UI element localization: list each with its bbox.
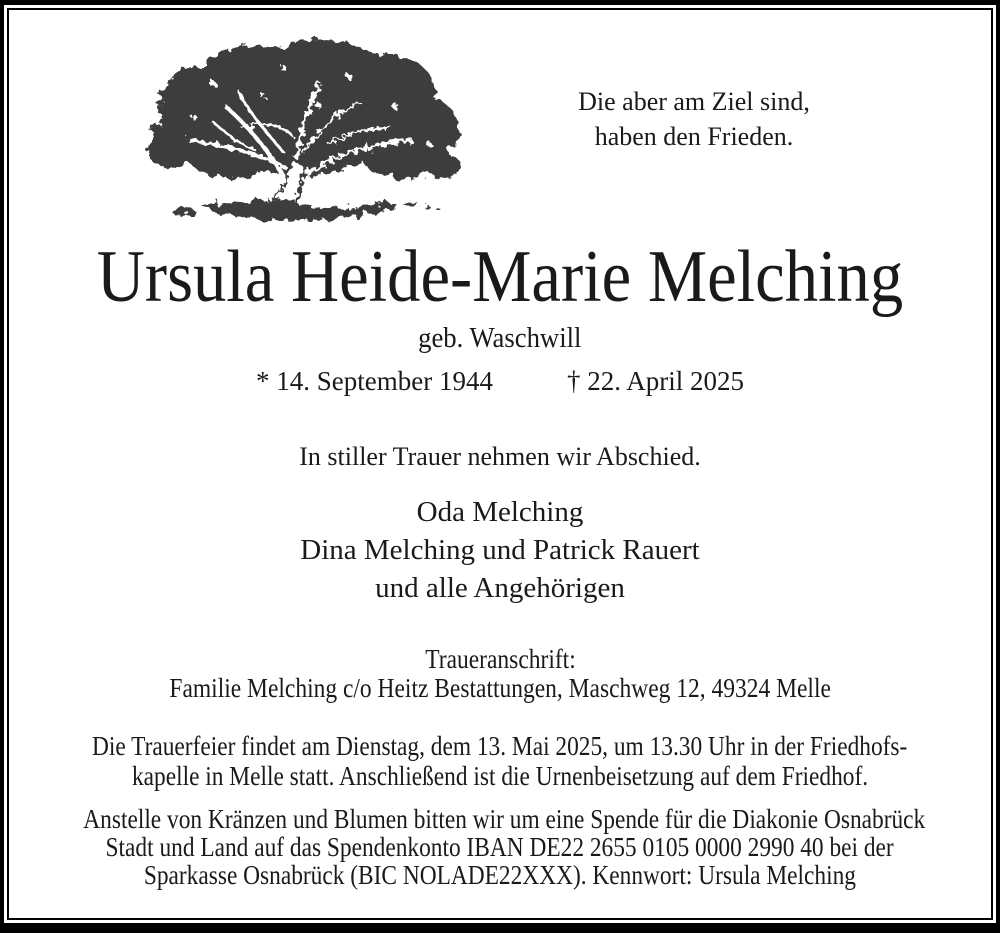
service-info bbox=[9, 731, 991, 790]
death-date: † 22. April 2025 bbox=[566, 366, 744, 396]
birth-name bbox=[9, 323, 991, 353]
donation-info bbox=[9, 805, 991, 889]
birth-date: * 14. September 1944 bbox=[256, 366, 493, 396]
donation-line1: Anstelle von Kränzen und Blumen bitten wir um eine Spende für die Diakonie Osnabrück bbox=[83, 803, 926, 834]
tree-illustration-icon bbox=[143, 32, 463, 227]
mourning-address bbox=[9, 645, 991, 702]
epigraph-line1: Die aber am Ziel sind, bbox=[578, 87, 810, 116]
birth-name-text: geb. Waschwill bbox=[418, 322, 582, 354]
notice-inner-frame bbox=[7, 8, 993, 920]
mourning-address-line: Familie Melching c/o Heitz Bestattungen, Maschweg 12, 49324 Melle bbox=[169, 672, 831, 703]
mourning-address-label: Traueranschrift: bbox=[424, 644, 576, 674]
epigraph-line2: haben den Frieden. bbox=[594, 122, 794, 151]
life-dates bbox=[9, 367, 991, 396]
service-line1: Die Trauerfeier findet am Dienstag, dem 13. Mai 2025, um 13.30 Uhr in der Friedhofs- bbox=[92, 730, 908, 761]
mourner-2: Dina Melching und Patrick Rauert bbox=[300, 534, 700, 566]
mourners-list bbox=[9, 493, 991, 607]
service-line2: kapelle in Melle statt. Anschließend ist die Urnenbeisetzung auf dem Friedhof. bbox=[131, 759, 869, 791]
donation-line2: Stadt und Land auf das Spendenkonto IBAN DE22 2655 0105 0000 2990 40 bei der bbox=[105, 831, 895, 862]
farewell-line: In stiller Trauer nehmen wir Abschied. bbox=[299, 442, 701, 471]
mourner-1: Oda Melching bbox=[416, 496, 584, 528]
deceased-name bbox=[9, 236, 991, 318]
epigraph bbox=[479, 84, 909, 154]
deceased-name-text: Ursula Heide-Marie Melching bbox=[96, 236, 904, 318]
mourner-3: und alle Angehörigen bbox=[375, 572, 625, 604]
donation-line3: Sparkasse Osnabrück (BIC NOLADE22XXX). Kennwort: Ursula Melching bbox=[143, 859, 857, 890]
